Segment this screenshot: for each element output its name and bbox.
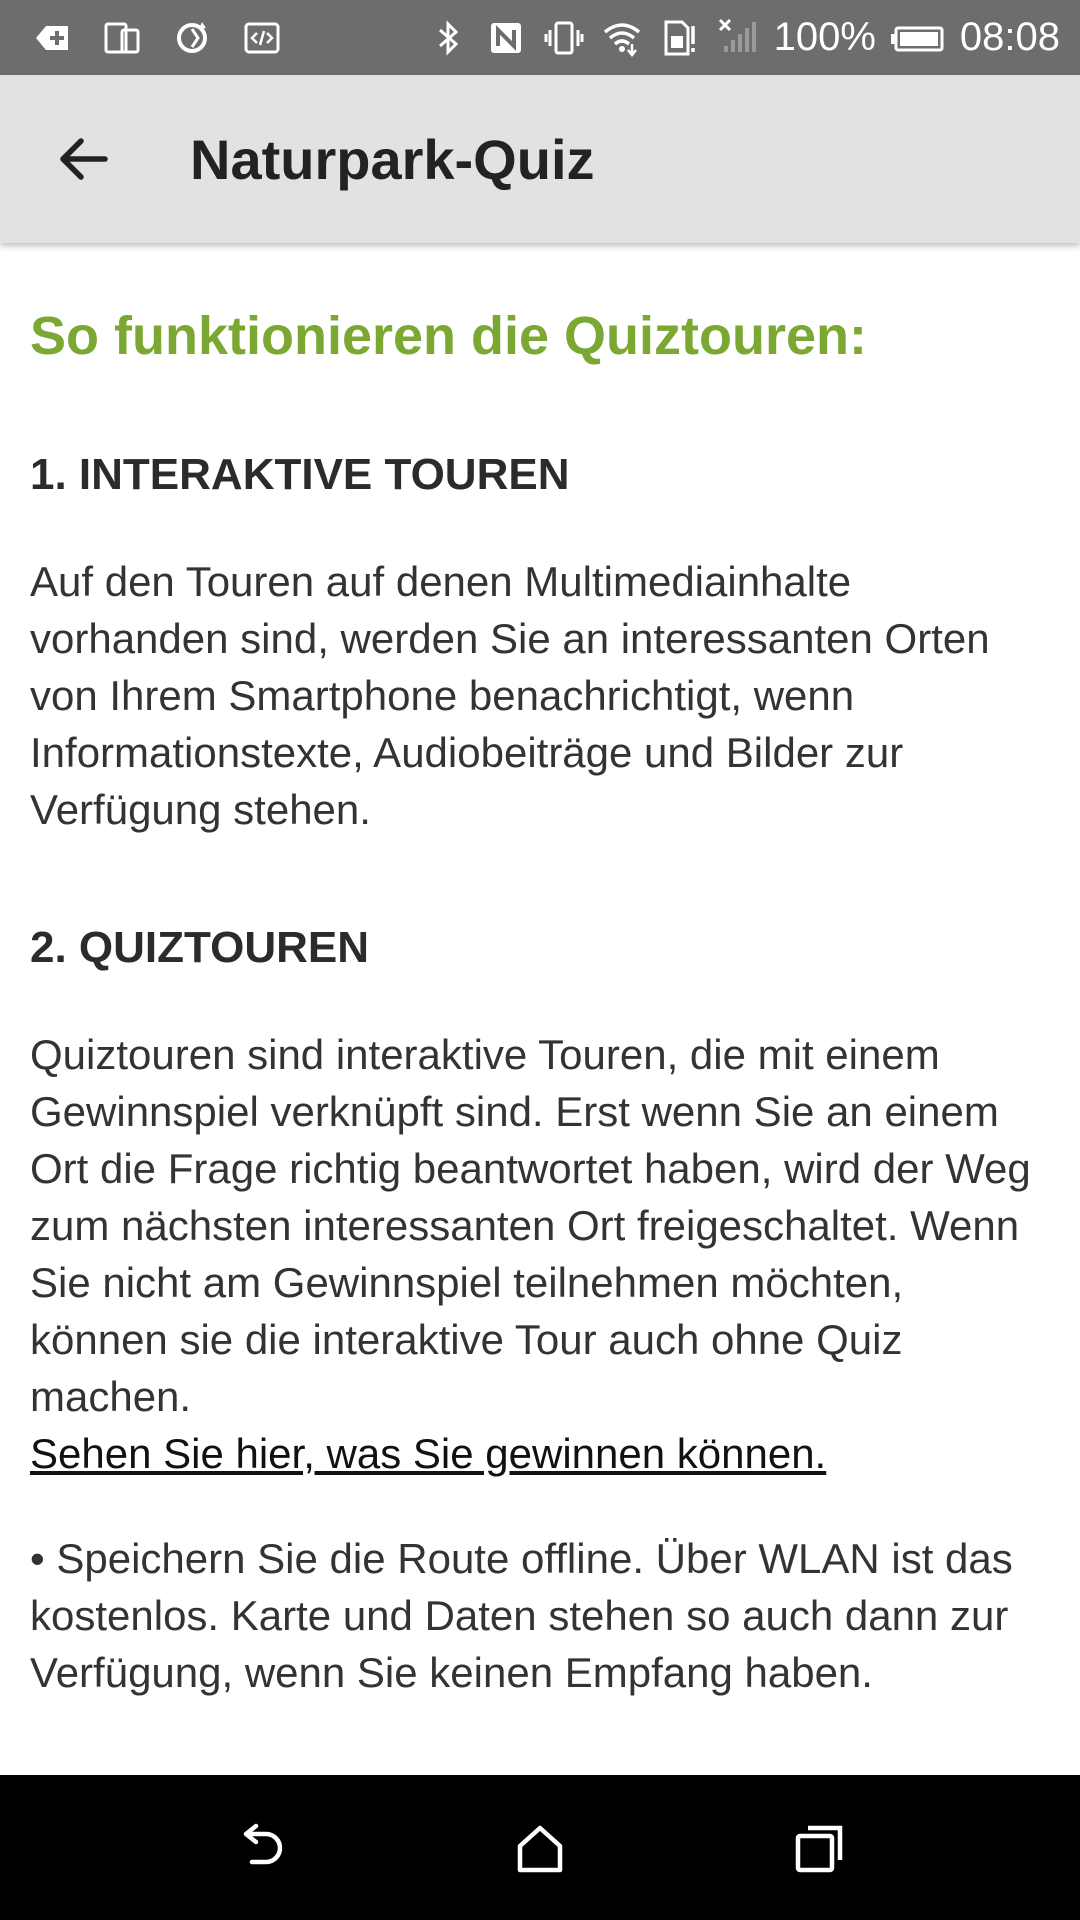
- status-bar: [0, 0, 1080, 75]
- device-icon: [100, 16, 144, 60]
- nav-back-button[interactable]: [200, 1788, 320, 1908]
- arrow-back-icon: [55, 131, 111, 187]
- section-body-quiz-tours: Quiztouren sind interaktive Touren, die mit einem Gewinnspiel verknüpft sind. Erst wenn Sie an einem Ort die Frage richtig beantwortet haben, wird der Weg zum nächsten interessanten Ort freigeschaltet. Wenn Sie nicht am Gewinnspiel teilnehmen möchten, können sie die interaktive Tour auch ohne Quiz machen.: [30, 1031, 1031, 1420]
- vibrate-icon: [542, 16, 586, 60]
- navigation-bar: [0, 1775, 1080, 1920]
- code-icon: [240, 16, 284, 60]
- battery-percent: 100%: [773, 15, 876, 59]
- section-body-interactive-tours: Auf den Touren auf denen Multimediainhalte vorhanden sind, werden Sie an interessanten Orten von Ihrem Smartphone benachrichtigt, wenn Informationstexte, Audiobeiträge und Bilder zur Verfügung stehen.: [30, 558, 990, 833]
- recents-icon: [790, 1818, 850, 1878]
- clock: 08:08: [959, 15, 1060, 59]
- nav-home-button[interactable]: [480, 1788, 600, 1908]
- prizes-link[interactable]: Sehen Sie hier, was Sie gewinnen können.: [30, 1430, 827, 1477]
- offline-tip: • Speichern Sie die Route offline. Über WLAN ist das kostenlos. Karte und Daten stehen so auch dann zur Verfügung, wenn Sie keinen Empfang haben.: [30, 1535, 1013, 1696]
- wifi-icon: [600, 16, 644, 60]
- status-bar-notifications: [30, 16, 284, 60]
- back-nav-icon: [230, 1818, 290, 1878]
- section-body-quiz-tours-wrapper: [30, 1026, 1050, 1482]
- nav-recents-button[interactable]: [760, 1788, 880, 1908]
- bluetooth-icon: [426, 16, 470, 60]
- home-icon: [510, 1818, 570, 1878]
- signal-icon: [716, 16, 760, 60]
- back-button[interactable]: [28, 104, 138, 214]
- section-heading-quiz-tours: 2. QUIZTOUREN: [30, 923, 370, 972]
- status-bar-system: [426, 15, 1060, 60]
- battery-icon: [890, 16, 946, 60]
- add-icon: [30, 16, 74, 60]
- content-scroll-area[interactable]: [0, 243, 1080, 1775]
- nfc-icon: [484, 16, 528, 60]
- sync-icon: [170, 16, 214, 60]
- page-title: Naturpark-Quiz: [190, 127, 595, 191]
- intro-heading: So funktionieren die Quiztouren:: [30, 306, 867, 366]
- section-heading-interactive-tours: 1. INTERAKTIVE TOUREN: [30, 450, 570, 499]
- sim-icon: [658, 16, 702, 60]
- app-bar: [0, 75, 1080, 243]
